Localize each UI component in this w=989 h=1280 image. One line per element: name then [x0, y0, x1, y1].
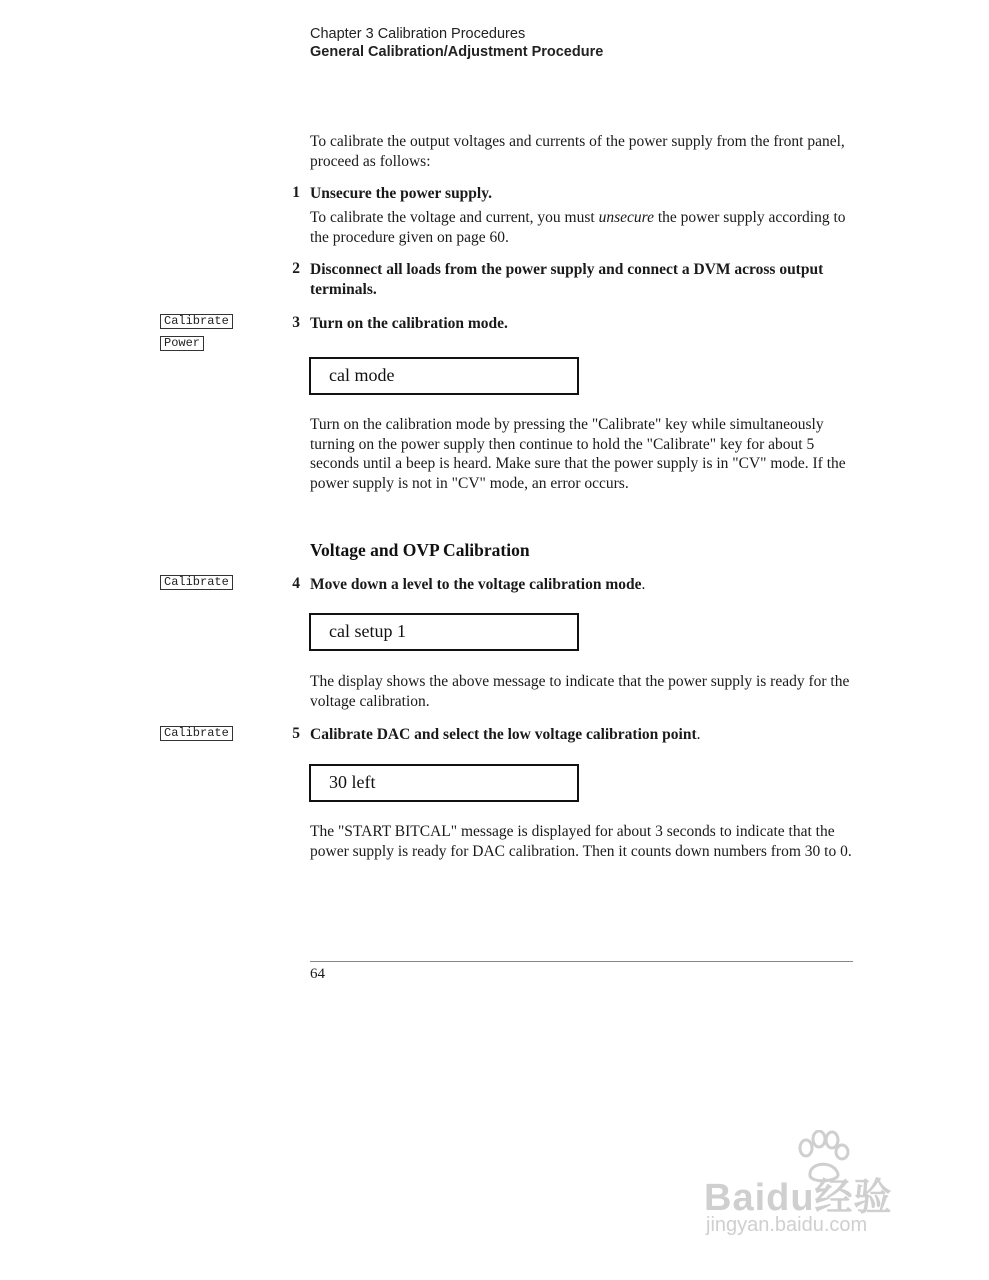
step-body: The display shows the above message to indicate that the power supply is ready for the voltage calibration. [310, 673, 850, 710]
display-readout: cal setup 1 [309, 613, 579, 651]
footer-rule [310, 961, 853, 962]
step-number: 3 [292, 314, 300, 331]
step-body: The "START BITCAL" message is displayed for about 3 seconds to indicate that the power supply is ready for DAC calibration. Then it counts down numbers from 30 to 0. [310, 823, 852, 860]
step-title-text: Calibrate DAC and select the low voltage calibration point [310, 726, 697, 743]
power-key-label: Power [160, 336, 204, 351]
page-number: 64 [310, 966, 325, 982]
step-number: 5 [292, 725, 300, 742]
chapter-title: Chapter 3 Calibration Procedures [310, 26, 526, 42]
calibrate-key-label: Calibrate [160, 314, 233, 329]
step-body: Turn on the calibration mode by pressing the "Calibrate" key while simultaneously turning on the power supply then continue to hold the "Calibrate" key for about 5 seconds until a beep is heard. Make sure that the power supply is in "CV" mode. If the power supply is not in "CV" mode, an error occurs. [310, 416, 846, 492]
section-title: General Calibration/Adjustment Procedure [310, 44, 604, 60]
step-number: 2 [292, 260, 300, 277]
step-title-text: Move down a level to the voltage calibration mode [310, 576, 642, 593]
watermark-logo: Baidu经验 [704, 1177, 893, 1219]
step-number: 4 [292, 575, 300, 592]
step-title-period: . [696, 726, 701, 743]
step-body [310, 208, 855, 247]
watermark-url: jingyan.baidu.com [706, 1214, 868, 1236]
step-title: Turn on the calibration mode. [310, 315, 508, 332]
step-body-text: the power supply according to the procedure given on page 60. [310, 209, 846, 246]
step-title: Disconnect all loads from the power supply and connect a DVM across output terminals. [310, 261, 824, 298]
step-number: 1 [292, 184, 300, 201]
step-body-emphasis: unsecure [598, 209, 654, 226]
baidu-watermark [700, 1130, 940, 1240]
step-title: Unsecure the power supply. [310, 185, 493, 202]
calibrate-key-label: Calibrate [160, 726, 233, 741]
intro-paragraph: To calibrate the output voltages and currents of the power supply from the front panel, proceed as follows: [310, 133, 845, 170]
step-body-text: To calibrate the voltage and current, you must [310, 209, 599, 226]
display-readout: cal mode [309, 357, 579, 395]
step-title-period: . [641, 576, 646, 593]
calibrate-key-label: Calibrate [160, 575, 233, 590]
section-heading: Voltage and OVP Calibration [310, 540, 530, 560]
step-title [310, 725, 860, 745]
display-readout: 30 left [309, 764, 579, 802]
step-title [310, 575, 860, 595]
